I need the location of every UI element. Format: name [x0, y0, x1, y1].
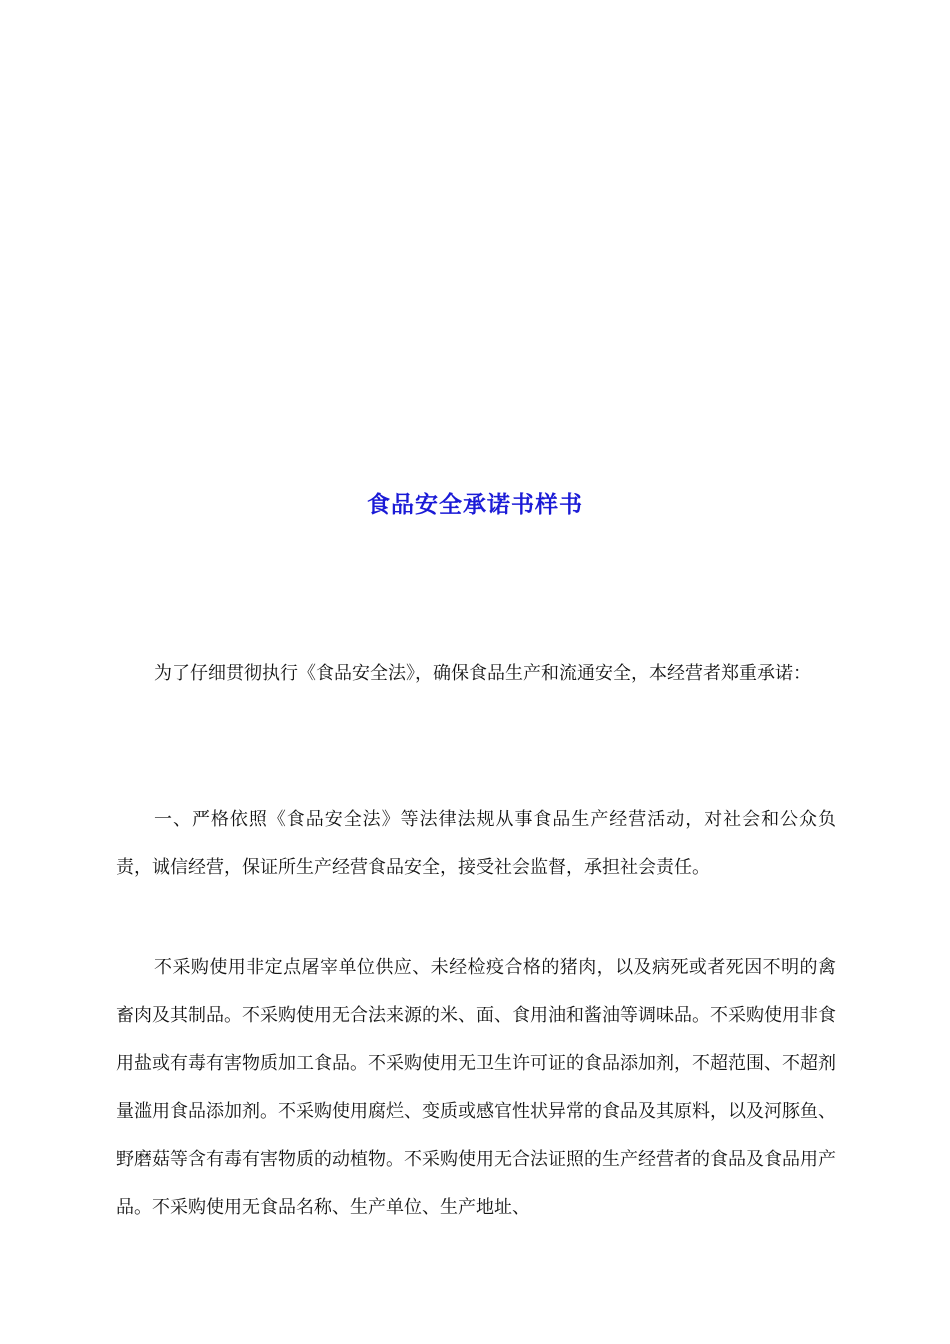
paragraph-intro: 为了仔细贯彻执行《食品安全法》，确保食品生产和流通安全，本经营者郑重承诺：	[154, 663, 811, 684]
paragraph-procurement: 不采购使用非定点屠宰单位供应、未经检疫合格的猪肉，以及病死或者死因不明的禽畜肉及其制品。不采购使用无合法来源的米、面、食用油和酱油等调味品。不采购使用非食用盐或有毒有害物质加工食品。不采购使用无卫生许可证的食品添加剂，不超范围、不超剂量滥用食品添加剂。不采购使用腐烂、变质或感官性状异常的食品及其原料，以及河豚鱼、野磨菇等含有毒有害物质的动植物。不采购使用无合法证照的生产经营者的食品及食品用产品。不采购使用无食品名称、生产单位、生产地址、	[116, 957, 836, 1218]
paragraph-commitment-1: 一、严格依照《食品安全法》等法律法规从事食品生产经营活动，对社会和公众负责，诚信经营，保证所生产经营食品安全，接受社会监督，承担社会责任。	[116, 809, 836, 878]
document-title: 食品安全承诺书样书	[367, 491, 583, 518]
